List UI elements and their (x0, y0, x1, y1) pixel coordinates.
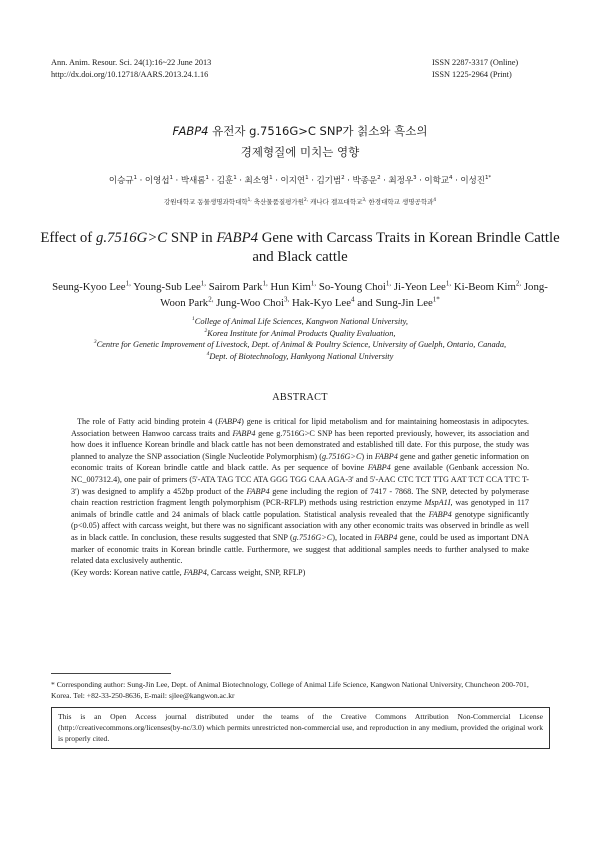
author-name: So-Young Choi (318, 281, 386, 293)
author-affil-mark: 1, (310, 279, 317, 288)
affiliation-name: 한경대학교 생명공학과 (368, 198, 434, 206)
abstract-text: , Carcass weight, SNP, RFLP) (206, 567, 306, 577)
author-name: 박새롬 (180, 176, 206, 186)
english-title-text-3: Gene with Carcass Traits in Korean Brindle Cattle and Black cattle (252, 230, 560, 265)
author-name: Sairom Park (208, 281, 263, 293)
author-affil-mark: 1 (305, 175, 309, 182)
abstract-text: , was genotyped in 117 animals of brindle cattle and 24 animals of black cattle population. Statistical analysis revealed that the (71, 498, 529, 519)
italic-term: MspA1I (424, 498, 451, 508)
author-name: 이학교 (424, 176, 449, 186)
author-affil-mark: 1* (432, 294, 440, 303)
corresponding-author-footnote: * Corresponding author: Sung-Jin Lee, Dept. of Animal Biotechnology, College of Animal Life Science, Kangwon National University, Chuncheon 200-701, Korea. Tel: +82-33-250-8636, E-mail: sjlee@kangwon.ac.kr (51, 680, 529, 700)
author-name: Hun Kim (270, 281, 311, 293)
author-affil-mark: 1, (445, 279, 452, 288)
author-separator: · (172, 176, 181, 186)
affiliation-mark: 3 (93, 339, 97, 346)
author-name: 이성진 (460, 176, 485, 186)
author-affil-mark: 1, (125, 279, 131, 288)
author-affil-mark: 2, (515, 279, 522, 288)
author-affil-mark: 4 (351, 294, 355, 303)
english-title-text-1: Effect of (40, 230, 96, 246)
abstract-text: ) gene is critical for lipid metabolism and for maintaining homeostasis in adipocytes. Association between Hanwoo carcass traits and (71, 417, 529, 438)
author-affil-mark: 1* (484, 175, 492, 182)
affiliation-name: 강원대학교 동물생명과학대학 (163, 198, 248, 206)
italic-term: FABP4 (232, 428, 256, 438)
journal-citation: Ann. Anim. Resour. Sci. 24(1):16~22 June 2013 (51, 58, 212, 67)
affiliation-name: Korea Institute for Animal Products Quality Evaluation, (207, 328, 396, 338)
author-affil-mark: 1 (133, 175, 137, 182)
affiliation-name: 축산물품질평가원 (253, 198, 304, 206)
affiliation-line (40, 339, 560, 351)
italic-term: FABP4 (183, 567, 207, 577)
korean-title-line-1-text: 유전자 g.7516G>C SNP가 칡소와 흑소의 (208, 124, 428, 138)
affiliation-name: 캐나다 겔프대학교 (310, 198, 363, 206)
affiliation-line (40, 351, 560, 363)
author-name: Hak-Kyo Lee (291, 296, 351, 309)
korean-title-line-2: 경제형질에 미치는 영향 (240, 145, 360, 159)
author-affil-mark: 3, (283, 294, 290, 303)
author-separator: · (452, 176, 461, 186)
affiliation-line (40, 328, 560, 340)
author-name: 이승규 (108, 176, 134, 186)
korean-author-list (0, 174, 600, 186)
affiliation-mark: 4 (433, 196, 437, 202)
author-name: Seung-Kyoo Lee (52, 281, 126, 293)
abstract-text: gene available (Genbank accession No. NC_007312.4), one pair of primers (5'-ATA TAG TCC ATA GGG TGG CAA AGA-3' and 5'-AAC CTC TCT TTG AAT TCT CCA TTC T-3') was designed to amplify a 452bp product of the (71, 463, 529, 496)
affiliation-mark: 1, (247, 196, 252, 202)
author-name: 최정우 (388, 176, 414, 186)
author-affil-mark: 1, (200, 279, 207, 288)
affiliation-name: Dept. of Biotechnology, Hankyong National University (209, 351, 394, 361)
author-name: 김기범 (316, 176, 342, 186)
abstract-body (71, 416, 529, 578)
author-joiner: and (354, 296, 376, 309)
affiliation-mark: 4 (206, 350, 210, 357)
journal-header-left (51, 57, 211, 80)
author-name: Jong-Woon Park (160, 281, 548, 309)
italic-term: g.7516G>C (322, 451, 362, 461)
author-affil-mark: 2 (377, 175, 381, 182)
author-separator: · (344, 176, 353, 186)
author-affil-mark: 1 (169, 175, 173, 182)
italic-term: FABP4 (428, 509, 452, 519)
italic-term: FABP4 (246, 486, 270, 496)
affiliation-mark: 2, (303, 196, 309, 202)
author-separator: · (136, 176, 145, 186)
affiliation-line (40, 316, 560, 328)
footnote-divider (51, 673, 171, 674)
doi-link[interactable]: http://dx.doi.org/10.12718/AARS.2013.24.1.16 (51, 69, 209, 79)
affiliation-name: Centre for Genetic Improvement of Livestock, Dept. of Animal & Poultry Science, University of Guelph, Ontario, Canada, (96, 340, 507, 349)
english-affiliation-list (40, 316, 560, 362)
journal-header-right (432, 57, 518, 80)
author-affil-mark: 1 (205, 175, 209, 182)
author-affil-mark: 2, (208, 294, 214, 303)
author-affil-mark: 4 (449, 175, 453, 182)
author-affil-mark: 3 (413, 175, 417, 182)
author-affil-mark: 1, (262, 279, 268, 288)
korean-affiliation-list (0, 197, 600, 206)
author-name: Ki-Beom Kim (453, 281, 516, 293)
author-separator: · (236, 176, 245, 186)
author-separator: · (416, 176, 425, 186)
abstract-keywords (71, 567, 529, 579)
italic-term: g.7516G>C (292, 532, 333, 542)
issn-print: ISSN 1225-2964 (Print) (432, 69, 512, 79)
abstract-heading: ABSTRACT (272, 392, 328, 403)
author-separator: · (308, 176, 317, 186)
abstract-text: gene including the region of 7417 - 7868. The SNP, detected by polymerase chain reaction restriction fragment length polymorphism (PCR-RFLP) methods using restriction enzyme (71, 486, 529, 508)
english-title-text-2: SNP in (167, 230, 217, 246)
abstract-text: (Key words: Korean native cattle, (71, 567, 184, 577)
affiliation-mark: 3, (362, 196, 367, 202)
author-affil-mark: 1 (233, 175, 237, 182)
abstract-paragraph (71, 416, 529, 567)
issn-online: ISSN 2287-3317 (Online) (432, 58, 519, 67)
author-name: Young-Sub Lee (133, 281, 201, 293)
abstract-text: ), located in (332, 532, 375, 542)
korean-title (0, 121, 600, 163)
author-name: 김훈 (216, 176, 234, 186)
author-name: 최소영 (244, 176, 270, 186)
affiliation-mark: 2 (204, 327, 208, 334)
author-affil-mark: 1, (385, 279, 392, 288)
abstract-text: gene, could be used as important DNA marker of economic traits in Korean brindle cattle. Furthermore, we suggest that additional samples needs to further analysed to make related data exclusively authentic. (71, 532, 530, 566)
abstract-text: The role of Fatty acid binding protein 4 ( (77, 417, 219, 426)
open-access-license-text: This is an Open Access journal distributed under the teams of the Creative Commons Attribution Non-Commercial License (http://creativecommons.org/licenses(by-nc/3.0) which permits unrestricted non-commercial use, and reproduction in any medium, provided the original work is properly cited. (58, 712, 543, 743)
abstract-text: gene and gather genetic information on economic traits of Korean brindle cattle and black cattle. As per sequence of bovine (71, 451, 529, 473)
italic-term: FABP4 (374, 451, 398, 461)
abstract-text: gene g.7516G>C SNP has been reported previously, however, its association and how does it influence Korean brindle and black cattle has not been demonstrated and established till date. For this purpose, the study was planned to analyze the SNP association (Single Nucleotide Polymorphism) ( (71, 428, 529, 461)
abstract-text: genotype significantly (p<0.05) affect with carcass weight, but there was no significant association with any other economic traits was observed in brindle as well as in black cattle. In conclusion, these results suggested that SNP ( (71, 509, 529, 542)
author-affil-mark: 2 (341, 175, 345, 182)
author-name: Sung-Jin Lee (375, 296, 433, 309)
korean-title-line-1 (0, 121, 600, 142)
affiliation-mark: 1 (192, 316, 195, 323)
author-name: Jung-Woo Choi (216, 296, 284, 309)
author-name: 박종운 (352, 176, 378, 186)
author-separator: · (380, 176, 389, 186)
english-title (40, 229, 560, 267)
italic-term: FABP4 (218, 417, 242, 426)
english-author-list (40, 280, 560, 311)
author-affil-mark: 1 (269, 175, 273, 182)
open-access-license-box (51, 707, 550, 749)
korean-title-gene: FABP4 (172, 124, 209, 138)
abstract-text: ) in (361, 451, 375, 461)
english-title-snp: g.7516G>C (95, 230, 168, 246)
italic-term: FABP4 (374, 532, 398, 542)
author-separator: · (272, 176, 281, 186)
author-separator: · (208, 176, 217, 186)
affiliation-name: College of Animal Life Sciences, Kangwon National University, (194, 317, 408, 326)
english-title-gene: FABP4 (216, 230, 259, 246)
author-name: 이지연 (280, 176, 306, 186)
italic-term: FABP4 (367, 463, 391, 473)
author-name: Ji-Yeon Lee (393, 281, 446, 293)
author-name: 이영섭 (144, 176, 170, 186)
